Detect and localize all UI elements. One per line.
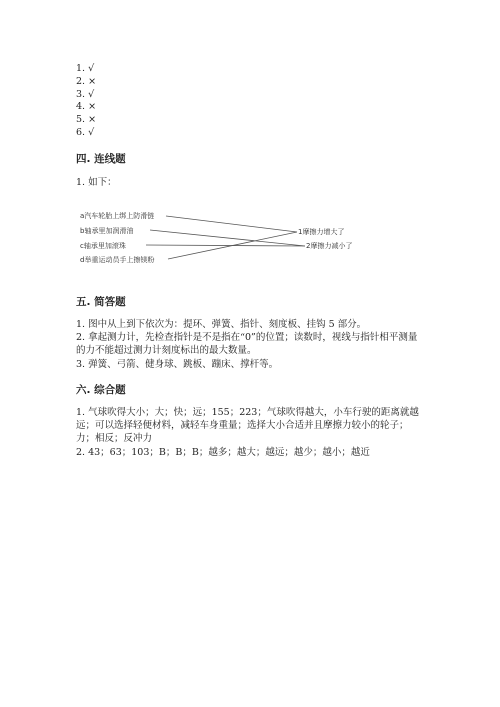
right-item-1: 1摩擦力增大了 xyxy=(298,228,345,236)
left-item-d: d举重运动员手上擦镁粉 xyxy=(80,256,155,264)
left-item-a: a汽车轮胎上绑上防滑链 xyxy=(80,212,155,220)
section-4-title: 四. 连线题 xyxy=(76,153,126,165)
left-item-b: b轴承里加润滑油 xyxy=(80,227,134,235)
judge-answer-4: 4. × xyxy=(76,101,97,113)
connect-line-c-2 xyxy=(146,245,305,246)
judge-answer-3: 3. √ xyxy=(76,88,95,100)
section-6-body xyxy=(76,406,426,459)
judge-answers xyxy=(76,63,96,140)
right-item-2: 2摩擦力减小了 xyxy=(306,242,353,250)
section-5-title: 五. 简答题 xyxy=(76,296,126,308)
matching-diagram xyxy=(78,205,378,270)
section-5-line-2: 2. 拿起测力计，先检查指针是不是指在“0”的位置；读数时，视线与指针相平测量的力不能超过测力计刻度标出的最大数量。 xyxy=(76,332,418,357)
judge-answer-1: 1. √ xyxy=(76,63,95,74)
judge-answer-6: 6. √ xyxy=(76,126,95,138)
connect-line-b-2 xyxy=(150,230,305,246)
section-6-line-1: 1. 气球吹得大小；大；快；远；155；223；气球吹得越大，小车行驶的距离就越远；可以选择轻便材料，减轻车身重量；选择大小合适并且摩擦力较小的轮子；力；相反；反冲力 xyxy=(76,407,419,445)
section-4-intro: 1. 如下： xyxy=(76,177,117,188)
section-5-body xyxy=(76,318,426,371)
section-6-line-2: 2. 43；63；103；B；B；B；越多；越大；越远；越少；越小；越近 xyxy=(76,446,370,458)
judge-answer-5: 5. × xyxy=(76,114,97,126)
section-6-title: 六. 综合题 xyxy=(76,384,126,396)
connect-line-a-1 xyxy=(166,216,297,232)
section-5-line-1: 1. 图中从上到下依次为：提环、弹簧、指针、刻度板、挂钩 5 部分。 xyxy=(76,319,367,330)
section-5-line-3: 3. 弹簧、弓箭、健身球、跳板、蹦床、撑杆等。 xyxy=(76,358,279,370)
left-item-c: c轴承里加滚珠 xyxy=(80,242,126,250)
judge-answer-2: 2. × xyxy=(76,75,97,87)
